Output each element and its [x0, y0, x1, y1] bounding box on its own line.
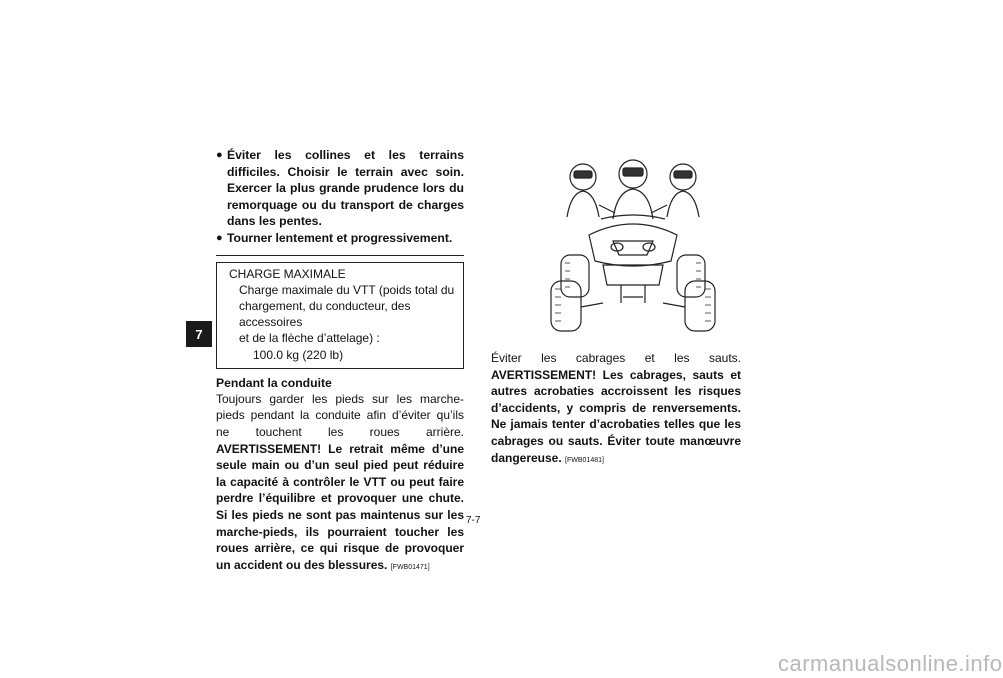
- max-load-value: 100.0 kg (220 lb): [253, 347, 344, 362]
- riding-paragraph: [216, 391, 464, 577]
- stunts-warning: AVERTISSEMENT! Les cabrages, sauts et autres acrobaties accroissent les risques d’accidents, y compris de renversements. Ne jamais tenter d’acrobaties telles que les cabrages ou sauts. Éviter toute manœuvre dangereuse.: [491, 367, 741, 465]
- bullet-item: [216, 230, 464, 247]
- riding-text: Toujours garder les pieds sur les marche-pieds pendant la conduite afin d’éviter qu’ils ne touchent les roues arrière.: [216, 391, 464, 439]
- stunts-paragraph: [491, 350, 741, 469]
- right-column: [491, 157, 741, 469]
- page-number: 7-7: [466, 515, 481, 526]
- warning-code: [FWB01471]: [390, 563, 430, 571]
- bullet-text: Éviter les collines et les terrains difficiles. Choisir le terrain avec soin. Exercer la plus grande prudence lors du remorquage ou du transport de charges dans les pentes.: [227, 148, 464, 229]
- watermark: carmanualsonline.info: [778, 651, 1003, 676]
- riding-heading: Pendant la conduite: [216, 375, 332, 390]
- max-load-line: et de la flèche d’attelage) :: [239, 331, 380, 346]
- max-load-title: CHARGE MAXIMALE: [229, 266, 346, 281]
- bullet-dot-icon: ●: [216, 231, 223, 244]
- left-column: [216, 147, 464, 576]
- section-tab: 7: [186, 321, 212, 347]
- atv-riders-illustration: [543, 157, 723, 337]
- max-load-line: chargement, du conducteur, des accessoires: [239, 298, 411, 330]
- bullet-dot-icon: ●: [216, 149, 223, 161]
- bullet-item: [216, 147, 464, 230]
- riding-warning: AVERTISSEMENT! Le retrait même d’une seule main ou d’un seul pied peut réduire la capacité à contrôler le VTT ou peut faire perdre l’équilibre et provoquer une chute. Si les pieds ne sont pas maintenus sur les marche-pieds, ils pourraient toucher les roues arrière, ce qui risque de provoquer un accident ou des blessures.: [216, 441, 464, 572]
- bullet-text: Tourner lentement et progressivement.: [227, 230, 453, 245]
- max-load-line: Charge maximale du VTT (poids total du: [239, 282, 455, 297]
- max-load-box: [216, 262, 464, 369]
- warning-code: [FWB01481]: [565, 456, 604, 464]
- divider: [216, 255, 464, 256]
- stunts-text: Éviter les cabrages et les sauts.: [491, 351, 741, 365]
